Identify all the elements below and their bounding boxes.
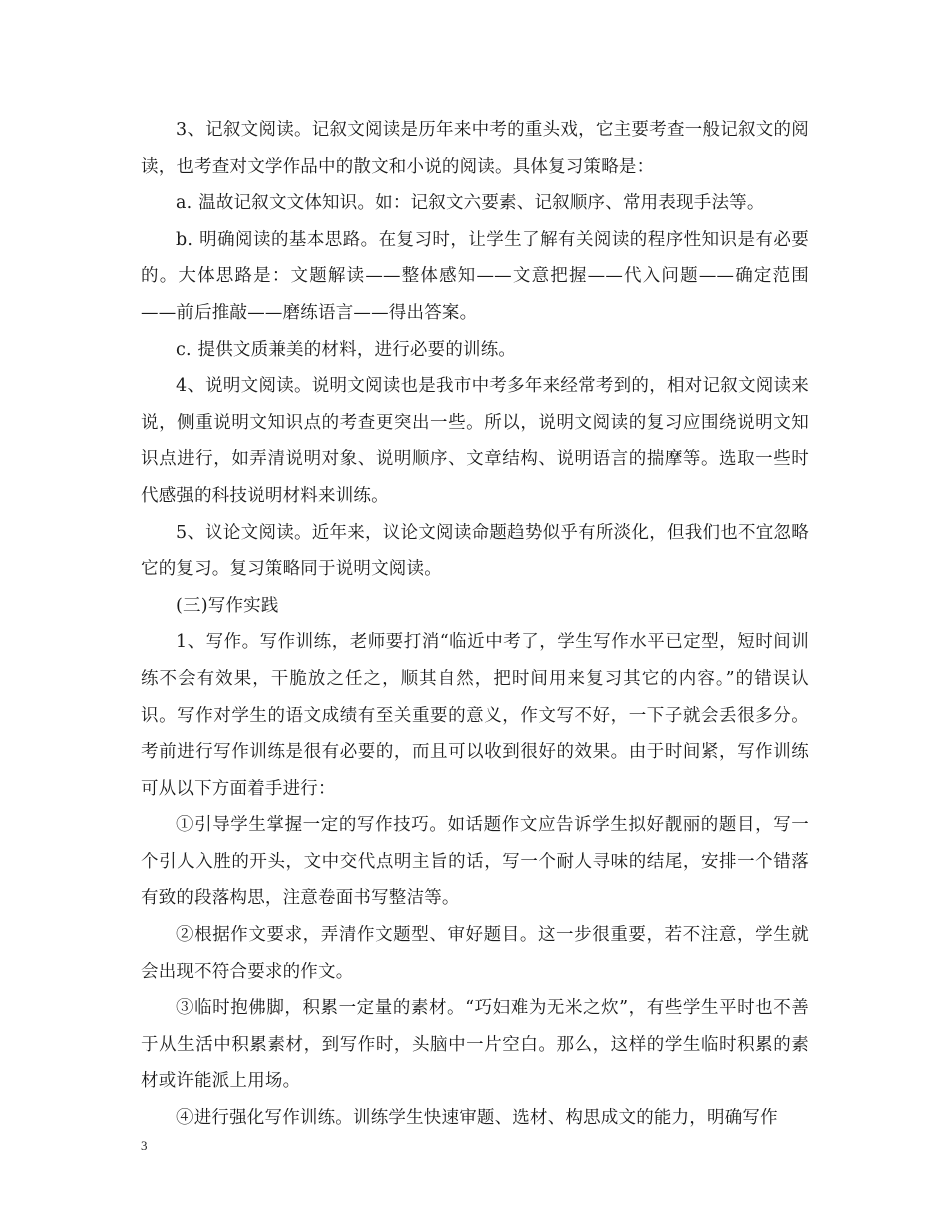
section-heading-writing-practice: (三)写作实践 (176, 595, 279, 616)
paragraph-item-a: a. 温故记叙文文体知识。如：记叙文六要素、记叙顺序、常用表现手法等。 (176, 193, 765, 214)
paragraph-writing-point-2: ②根据作文要求，弄清作文题型、审好题目。这一步很重要，若不注意，学生就会出现不符合要求的作文。 (141, 925, 809, 982)
paragraph-writing-point-4: ④进行强化写作训练。训练学生快速审题、选材、构思成文的能力，明确写作 (176, 1108, 778, 1129)
paragraph-writing-point-1: ①引导学生掌握一定的写作技巧。如话题作文应告诉学生拟好靓丽的题目，写一个引人入胜的开头，文中交代点明主旨的话，写一个耐人寻味的结尾，安排一个错落有致的段落构思，注意卷面书写整洁等。 (141, 815, 809, 909)
paragraph-item-c: c. 提供文质兼美的材料，进行必要的训练。 (176, 339, 517, 360)
paragraph-writing-point-3: ③临时抱佛脚，积累一定量的素材。“巧妇难为无米之炊”，有些学生平时也不善于从生活中积累素材，到写作时，头脑中一片空白。那么，这样的学生临时积累的素材或许能派上用场。 (141, 998, 809, 1092)
paragraph-item-b: b. 明确阅读的基本思路。在复习时，让学生了解有关阅读的程序性知识是有必要的。大体思路是：文题解读——整体感知——文意把握——代入问题——确定范围——前后推敲——磨练语言——得出答案。 (141, 229, 809, 323)
page-number: 3 (141, 1138, 148, 1153)
document-body (141, 112, 809, 1137)
paragraph-argumentative-reading: 5、议论文阅读。近年来，议论文阅读命题趋势似乎有所淡化，但我们也不宜忽略它的复习。复习策略同于说明文阅读。 (141, 522, 809, 580)
paragraph-expository-reading: 4、说明文阅读。说明文阅读也是我市中考多年来经常考到的，相对记叙文阅读来说，侧重说明文知识点的考查更突出一些。所以，说明文阅读的复习应围绕说明文知识点进行，如弄清说明对象、说明顺序、文章结构、说明语言的揣摩等。选取一些时代感强的科技说明材料来训练。 (141, 376, 809, 506)
paragraph-writing: 1、写作。写作训练，老师要打消“临近中考了，学生写作水平已定型，短时间训练不会有效果，干脆放之任之，顺其自然，把时间用来复习其它的内容。”的错误认识。写作对学生的语文成绩有至关重要的意义，作文写不好，一下子就会丢很多分。考前进行写作训练是很有必要的，而且可以收到很好的效果。由于时间紧，写作训练可从以下方面着手进行： (141, 632, 809, 799)
paragraph-narrative-reading: 3、记叙文阅读。记叙文阅读是历年来中考的重头戏，它主要考查一般记叙文的阅读，也考查对文学作品中的散文和小说的阅读。具体复习策略是： (141, 120, 809, 177)
